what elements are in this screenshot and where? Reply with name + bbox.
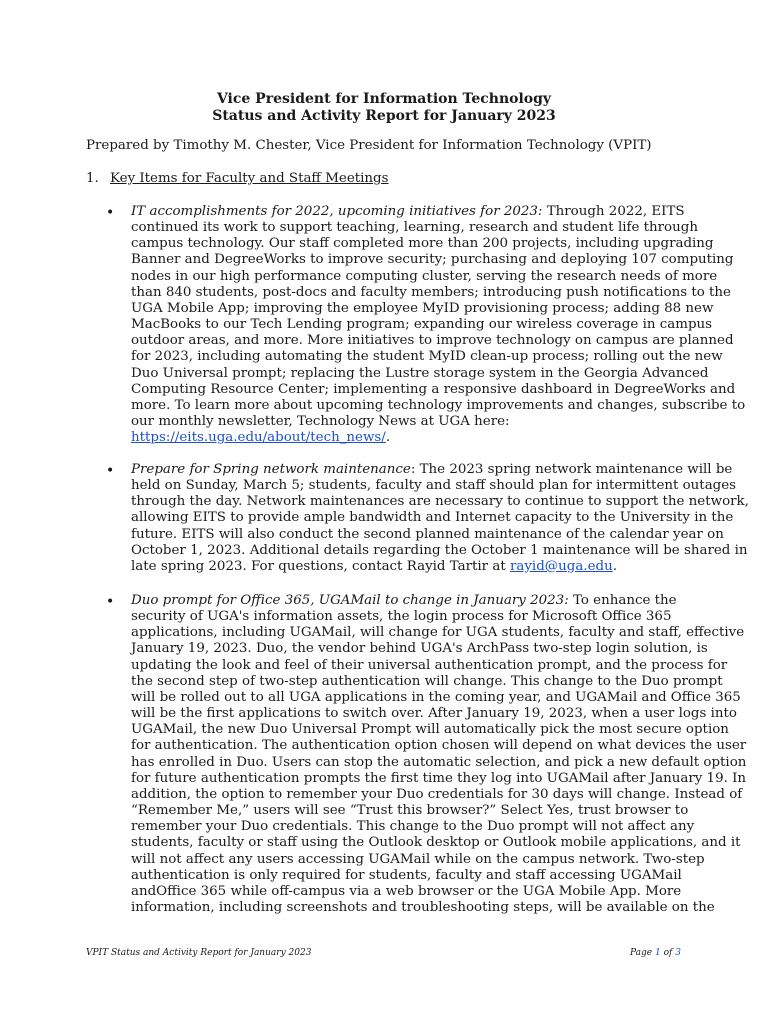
item-text: continued its work to support teaching, learning, research and student life through — [131, 220, 698, 236]
item-text: will be the first applications to switch over. After January 19, 2023, when a user logs into — [131, 706, 737, 722]
item-text: will not affect any users accessing UGAMail while on the campus network. Two-step — [131, 851, 705, 867]
item-text: nodes in our high performance computing cluster, serving the research needs of more — [131, 268, 718, 284]
page-word: Page — [630, 948, 655, 958]
item-text: Duo Universal prompt; replacing the Lustre storage system in the Georgia Advanced — [131, 365, 709, 381]
item-text: updating the look and feel of their universal authentication prompt, and the process for — [131, 657, 728, 673]
item-text: October 1, 2023. Additional details regarding the October 1 maintenance will be shared in — [131, 542, 748, 558]
item-text: campus technology. Our staff completed more than 200 projects, including upgrading — [131, 236, 714, 252]
item-text: applications, including UGAMail, will change for UGA students, faculty and staff, effective — [131, 625, 745, 641]
report-title: Vice President for Information Technology — [216, 91, 552, 107]
item-text: future. EITS will also conduct the second planned maintenance of the calendar year on — [131, 526, 724, 542]
item-text: than 840 students, post-docs and faculty members; introducing push notifications to the — [131, 284, 731, 300]
item-lead: IT accomplishments for 2022, upcoming initiatives for 2023: — [131, 204, 543, 219]
list-item — [131, 462, 749, 575]
item-text: the second step of two-step authentication will change. This change to the Duo prompt — [131, 673, 723, 689]
item-text: UGA Mobile App; improving the employee MyID provisioning process; adding 88 new — [131, 300, 714, 316]
section-heading — [86, 171, 389, 187]
item-text: Banner and DegreeWorks to improve security; purchasing and deploying 107 computing — [131, 252, 734, 268]
page-total: 3 — [675, 948, 681, 958]
item-text: for authentication. The authentication option chosen will depend on what devices the user — [131, 738, 747, 754]
item-lead: Prepare for Spring network maintenance — [131, 462, 411, 477]
item-text: late spring 2023. For questions, contact Rayid Tartir at — [131, 558, 506, 574]
item-text: outdoor areas, and more. More initiatives to improve technology on campus are planned — [131, 333, 734, 349]
item-text: MacBooks to our Tech Lending program; expanding our wireless coverage in campus — [131, 317, 713, 333]
item-text: security of UGA's information assets, the login process for Microsoft Office 365 — [131, 609, 672, 625]
item-text: authentication is only required for students, faculty and staff accessing UGAMail — [131, 867, 682, 883]
item-text: more. To learn more about upcoming technology improvements and changes, subscribe to — [131, 397, 746, 413]
bullet-icon: • — [106, 463, 115, 479]
item-text: held on Sunday, March 5; students, faculty and staff should plan for intermittent outages — [131, 478, 737, 494]
item-text: students, faculty or staff using the Outlook desktop or Outlook mobile applications, and it — [131, 835, 741, 851]
section-number: 1. — [86, 171, 99, 186]
item-text: . — [612, 558, 617, 574]
report-subtitle: Status and Activity Report for January 2023 — [212, 108, 556, 124]
item-text: for 2023, including automating the student MyID clean-up process; rolling out the new — [131, 349, 723, 365]
item-text: has enrolled in Duo. Users can stop the automatic selection, and pick a new default option — [131, 754, 747, 770]
item-text: allowing EITS to provide ample bandwidth and Internet capacity to the University in the — [131, 510, 734, 526]
item-text: addition, the option to remember your Duo credentials for 30 days will change. Instead of — [131, 786, 743, 802]
bullet-icon: • — [106, 594, 115, 610]
item-text: . — [385, 430, 391, 446]
item-text: information, including screenshots and troubleshooting steps, will be available on the — [131, 899, 715, 915]
email-link[interactable]: rayid@uga.edu — [509, 558, 613, 574]
item-text: for future authentication prompts the first time they log into UGAMail after January 19. In — [131, 770, 747, 786]
item-text: “Remember Me,” users will see “Trust this browser?” Select Yes, trust browser to — [131, 803, 689, 819]
item-text: To enhance the — [568, 593, 677, 608]
page-number — [630, 948, 681, 958]
item-text: our monthly newsletter, Technology News at UGA here: — [131, 414, 510, 430]
of-word: of — [660, 948, 676, 958]
item-text: January 19, 2023. Duo, the vendor behind UGA's ArchPass two-step login solution, is — [131, 641, 708, 657]
item-text: : The 2023 spring network maintenance will be — [410, 462, 733, 477]
item-lead: Duo prompt for Office 365, UGAMail to change in January 2023: — [131, 593, 569, 608]
item-text: will be rolled out to all UGA applications in the coming year, and UGAMail and Office 365 — [131, 689, 741, 705]
item-text: through the day. Network maintenances are necessary to continue to support the network, — [131, 494, 749, 510]
bullet-icon: • — [106, 205, 115, 221]
footer-report-title: VPIT Status and Activity Report for January 2023 — [86, 948, 312, 958]
item-text: Through 2022, EITS — [542, 204, 685, 219]
list-item — [131, 593, 747, 916]
prepared-by-line: Prepared by Timothy M. Chester, Vice President for Information Technology (VPIT) — [86, 138, 652, 153]
item-text: UGAMail, the new Duo Universal Prompt will automatically pick the most secure option — [131, 722, 729, 738]
tech-news-link[interactable]: https://eits.uga.edu/about/tech_news/ — [131, 430, 386, 446]
item-text: andOffice 365 while off-campus via a web browser or the UGA Mobile App. More — [131, 883, 682, 899]
list-item — [131, 204, 746, 446]
page-current: 1 — [654, 948, 661, 958]
section-title: Key Items for Faculty and Staff Meetings — [110, 171, 389, 186]
item-text: Computing Resource Center; implementing a responsive dashboard in DegreeWorks and — [131, 381, 736, 397]
item-text: remember your Duo credentials. This change to the Duo prompt will not affect any — [131, 819, 695, 835]
